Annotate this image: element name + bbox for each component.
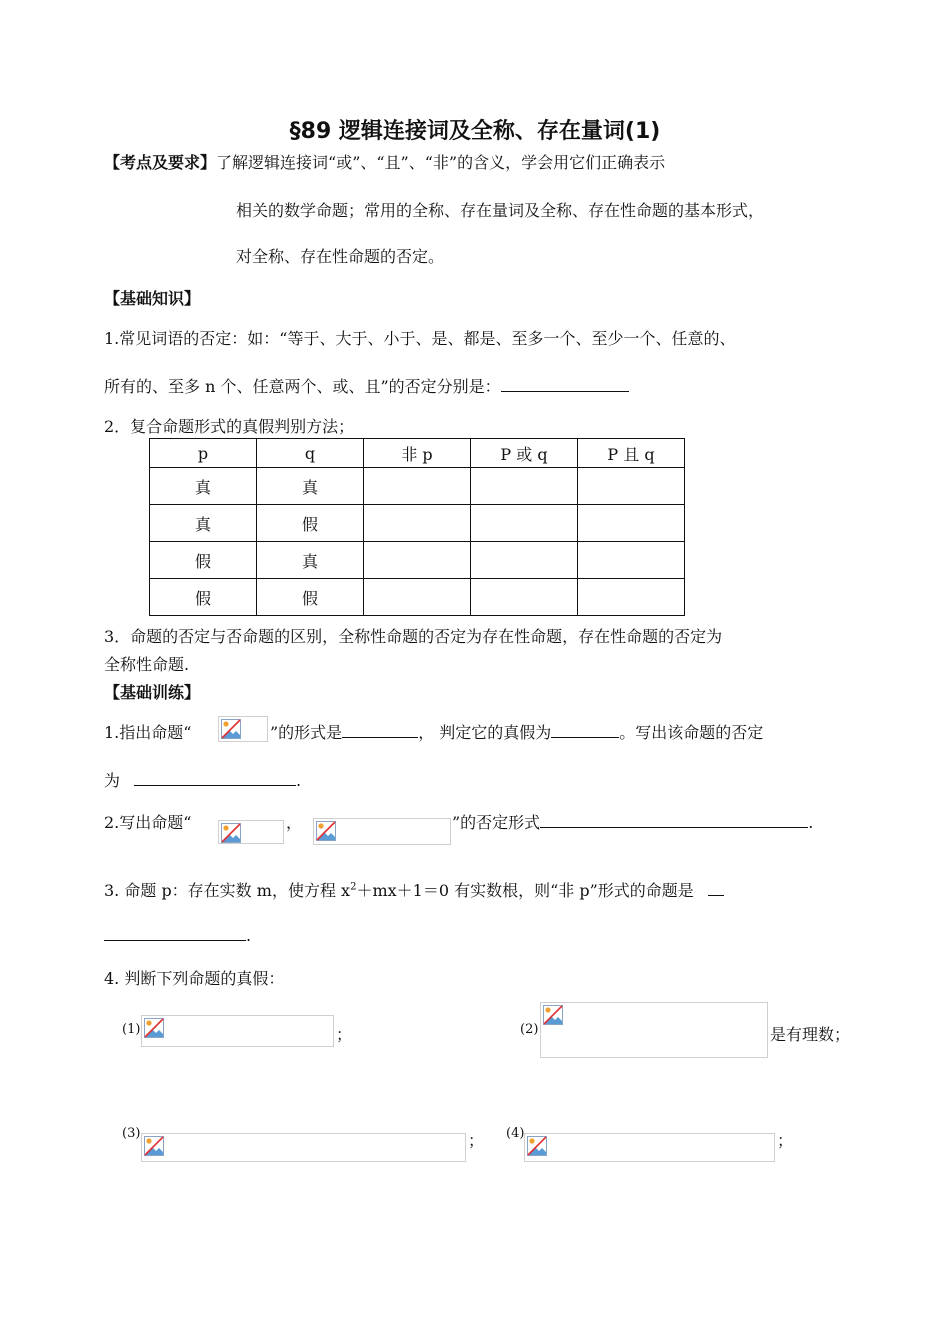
q1-text-e: 为 xyxy=(104,771,121,790)
knowledge-item-1-text: 所有的、至多 n 个、任意两个、或、且”的否定分别是： xyxy=(104,377,501,396)
training-q4-heading: 4. 判断下列命题的真假： xyxy=(104,969,285,988)
formula-image-q2b xyxy=(313,818,451,845)
truth-table-answer-cell[interactable] xyxy=(471,468,578,505)
q4-end-2: 是有理数； xyxy=(770,1025,851,1044)
q4-label-3: (3) xyxy=(122,1126,141,1141)
basic-training-heading: 【基础训练】 xyxy=(104,683,201,702)
answer-blank-q1-truth[interactable] xyxy=(551,723,619,738)
q4-label-4: (4) xyxy=(506,1126,525,1141)
q4-label-2: (2) xyxy=(520,1022,539,1037)
answer-blank-q1-negation[interactable] xyxy=(134,771,296,786)
truth-table-cell: 假 xyxy=(257,579,364,616)
training-q2-line xyxy=(452,810,813,833)
formula-image-q4-4 xyxy=(524,1133,775,1162)
q1-text-d: 。写出该命题的否定 xyxy=(619,723,764,742)
training-q3-line-2 xyxy=(104,926,251,945)
q4-end-4: ； xyxy=(777,1131,794,1150)
q2-text-c: ”的否定形式 xyxy=(452,813,541,832)
answer-blank-q3[interactable] xyxy=(104,926,246,941)
truth-table-cell: 假 xyxy=(150,542,257,579)
truth-table-cell: 真 xyxy=(257,542,364,579)
formula-image-q4-3 xyxy=(141,1133,466,1162)
truth-table-header-row xyxy=(150,439,685,468)
truth-table-row xyxy=(150,579,685,616)
answer-blank-negations[interactable] xyxy=(501,377,629,392)
q4-label-1: (1) xyxy=(122,1022,141,1037)
q3-text-a: 3. 命题 p：存在实数 m，使方程 x xyxy=(104,881,351,900)
requirements-text-1: 了解逻辑连接词“或”、“且”、“非”的含义，学会用它们正确表示 xyxy=(216,153,666,172)
broken-image-icon xyxy=(316,821,336,841)
truth-table-cell: 真 xyxy=(257,468,364,505)
requirements-line-2: 相关的数学命题；常用的全称、存在量词及全称、存在性命题的基本形式， xyxy=(236,201,765,220)
formula-image-q2a xyxy=(218,820,284,844)
requirements-line-3: 对全称、存在性命题的否定。 xyxy=(236,247,445,266)
truth-table-header: P 且 q xyxy=(578,439,685,468)
knowledge-item-1-line-2 xyxy=(104,374,629,397)
truth-table-row xyxy=(150,468,685,505)
q1-text-c: ， 判定它的真假为 xyxy=(418,723,552,742)
broken-image-icon xyxy=(543,1005,563,1025)
training-q1-line xyxy=(270,720,763,743)
truth-table-header: 非 p xyxy=(364,439,471,468)
knowledge-item-2: 2．复合命题形式的真假判别方法； xyxy=(104,417,355,436)
q1-text-f: . xyxy=(296,771,302,790)
truth-table-answer-cell[interactable] xyxy=(364,542,471,579)
training-q1-line-2 xyxy=(104,768,301,791)
truth-table-answer-cell[interactable] xyxy=(578,579,685,616)
formula-image-q4-2 xyxy=(540,1002,768,1058)
truth-table-cell: 假 xyxy=(257,505,364,542)
q2-text-d: . xyxy=(808,813,814,832)
truth-table-answer-cell[interactable] xyxy=(364,505,471,542)
training-q3-line xyxy=(104,878,724,901)
requirements-line-1 xyxy=(104,150,665,173)
answer-blank-q2[interactable] xyxy=(540,813,808,828)
formula-image-q1 xyxy=(218,716,268,742)
truth-table-cell: 真 xyxy=(150,505,257,542)
truth-table-row xyxy=(150,505,685,542)
truth-table-answer-cell[interactable] xyxy=(471,505,578,542)
truth-table-cell: 真 xyxy=(150,468,257,505)
truth-table-answer-cell[interactable] xyxy=(471,542,578,579)
q4-end-3: ； xyxy=(468,1131,485,1150)
broken-image-icon xyxy=(221,719,241,739)
truth-table xyxy=(149,438,685,616)
truth-table-cell: 假 xyxy=(150,579,257,616)
training-q1-prefix: 1.指出命题“ xyxy=(104,723,192,742)
truth-table-answer-cell[interactable] xyxy=(471,579,578,616)
truth-table-answer-cell[interactable] xyxy=(364,579,471,616)
answer-blank-q3-start[interactable] xyxy=(708,881,724,896)
truth-table-header: p xyxy=(150,439,257,468)
truth-table-row xyxy=(150,542,685,579)
truth-table-header: P 或 q xyxy=(471,439,578,468)
truth-table-answer-cell[interactable] xyxy=(578,468,685,505)
training-q2-prefix: 2.写出命题“ xyxy=(104,813,192,832)
broken-image-icon xyxy=(144,1018,164,1038)
q1-text-b: ”的形式是 xyxy=(270,723,343,742)
q2-comma: ， xyxy=(286,813,303,832)
truth-table-header: q xyxy=(257,439,364,468)
formula-image-q4-1 xyxy=(141,1015,334,1047)
q3-superscript: 2 xyxy=(350,881,357,893)
q3-text-b: ＋mx＋1＝0 有实数根，则“非 p”形式的命题是 xyxy=(356,881,694,900)
q4-end-1: ； xyxy=(336,1025,353,1044)
q3-text-c: . xyxy=(246,926,252,945)
basic-knowledge-heading: 【基础知识】 xyxy=(104,289,201,308)
requirements-label: 【考点及要求】 xyxy=(104,153,217,172)
broken-image-icon xyxy=(144,1136,164,1156)
answer-blank-q1-form[interactable] xyxy=(342,723,418,738)
truth-table-answer-cell[interactable] xyxy=(578,505,685,542)
knowledge-item-1-line-1: 1.常见词语的否定：如：“等于、大于、小于、是、都是、至多一个、至少一个、任意的、 xyxy=(104,329,736,348)
knowledge-item-3-line-1: 3．命题的否定与否命题的区别，全称性命题的否定为存在性命题，存在性命题的否定为 xyxy=(104,627,723,646)
page-title: §89 逻辑连接词及全称、存在量词(1) xyxy=(289,119,661,144)
broken-image-icon xyxy=(527,1136,547,1156)
truth-table-answer-cell[interactable] xyxy=(578,542,685,579)
broken-image-icon xyxy=(221,823,241,843)
knowledge-item-3-line-2: 全称性命题. xyxy=(104,655,190,674)
truth-table-answer-cell[interactable] xyxy=(364,468,471,505)
